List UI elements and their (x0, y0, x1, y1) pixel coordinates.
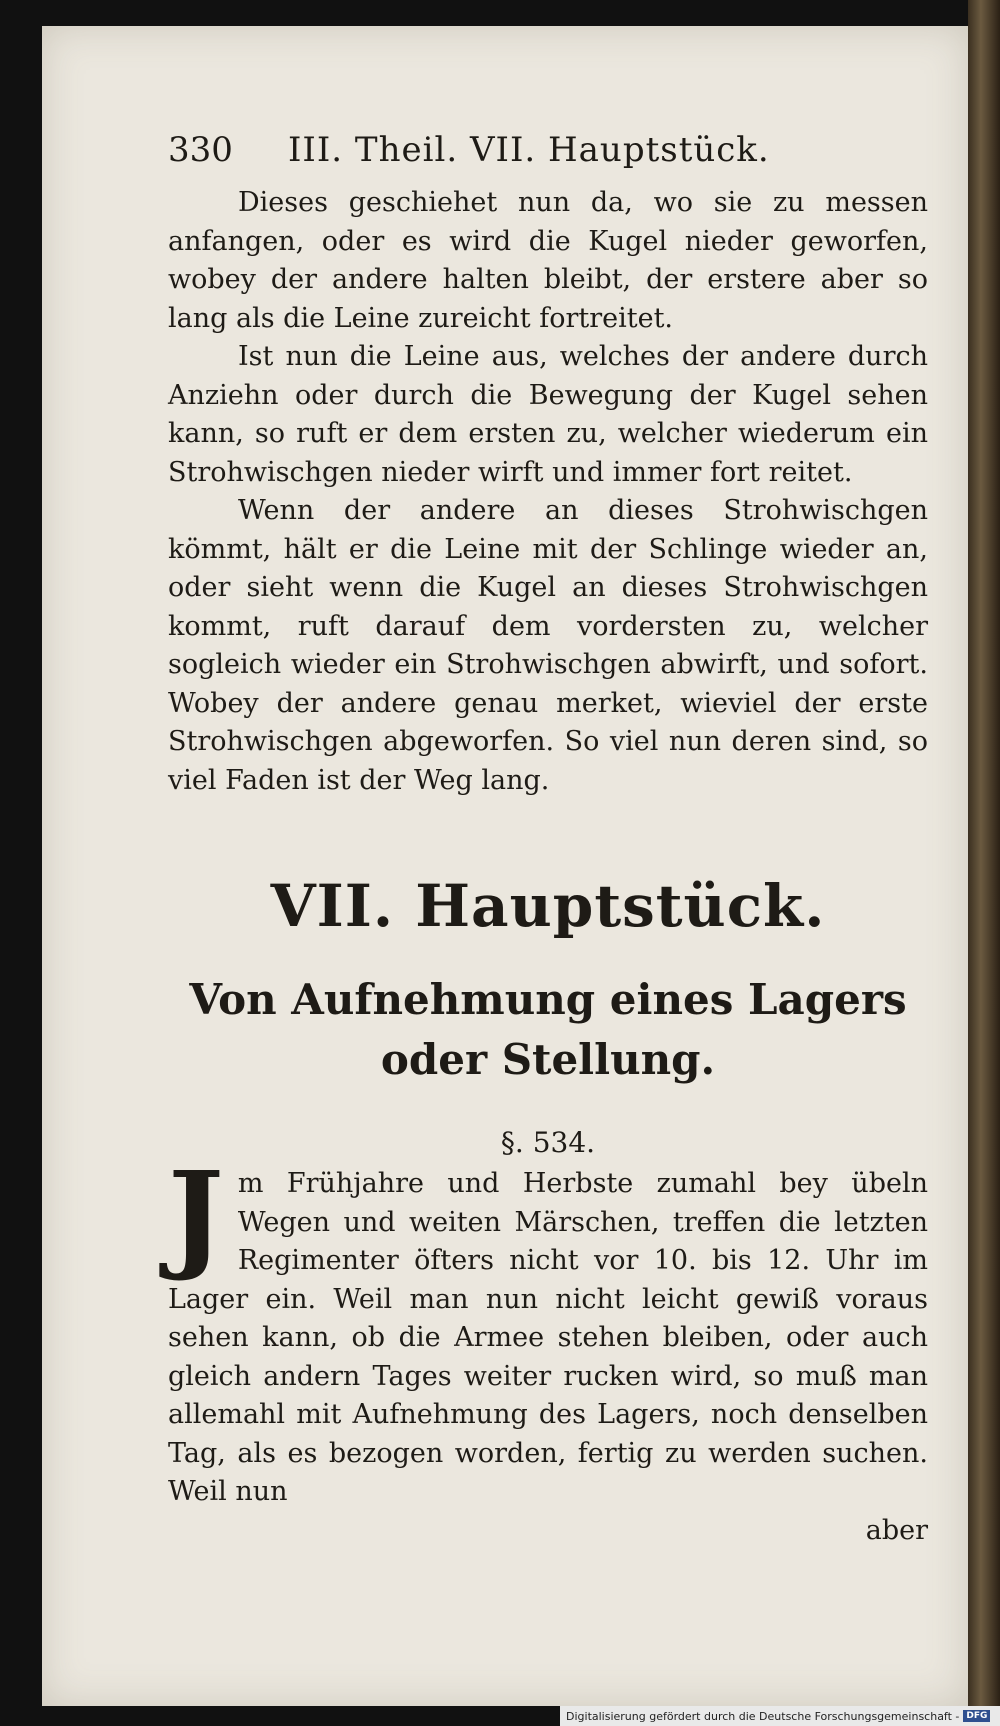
paragraph-2: Ist nun die Leine aus, welches der andere durch Anziehn oder durch die Bewegung der Kugel sehen kann, so ruft er dem ersten zu, welcher wiederum ein Strohwischgen nieder wirft und immer fort reitet. (168, 341, 928, 488)
footer-credit: Digitalisierung gefördert durch die Deutsche Forschungsgemeinschaft - (566, 1709, 960, 1723)
page-text (168, 130, 928, 1550)
drop-cap: J (168, 1145, 224, 1284)
page-number: 330 (168, 130, 233, 170)
paragraph-3: Wenn der andere an dieses Strohwischgen kömmt, hält er die Leine mit der Schlinge wieder an, oder sieht wenn die Kugel an dieses Strohwischgen kommt, ruft darauf dem vordersten zu, welcher sogleich wieder ein Strohwischgen abwirft, und sofort. Wobey der andere genau merket, wieviel der erste Strohwischgen abgeworfen. So viel nun deren sind, so viel Faden ist der Weg lang. (168, 495, 928, 796)
page-header (168, 130, 928, 170)
section-mark: §. 534. (500, 1126, 596, 1159)
book-edge (968, 0, 1000, 1726)
section-paragraph (168, 1145, 928, 1512)
running-head: III. Theil. VII. Hauptstück. (288, 130, 770, 170)
chapter-subtitle: Von Aufnehmung eines Lagers oder Stellung. (189, 975, 907, 1084)
catchword: aber (865, 1514, 928, 1546)
dfg-logo: DFG (963, 1710, 990, 1722)
section-text: m Frühjahre und Herbste zumahl bey übeln Wegen und weiten Märschen, treffen die letzten Regimenter öfters nicht vor 10. bis 12. Uhr im Lager ein. Weil man nun nicht leicht gewiß voraus sehen kann, ob die Armee stehen bleiben, oder auch gleich andern Tages weiter rucken wird, so muß man allemahl mit Aufnehmung des Lagers, noch denselben Tag, als es bezogen worden, fertig zu werden suchen. Weil nun (168, 1168, 928, 1507)
digitization-footer (560, 1706, 1000, 1726)
paragraph-1: Dieses geschiehet nun da, wo sie zu messen anfangen, oder es wird die Kugel nieder geworfen, wobey der andere halten bleibt, der erstere aber so lang als die Leine zureicht fortreitet. (168, 187, 928, 334)
chapter-title: VII. Hauptstück. (270, 872, 826, 940)
